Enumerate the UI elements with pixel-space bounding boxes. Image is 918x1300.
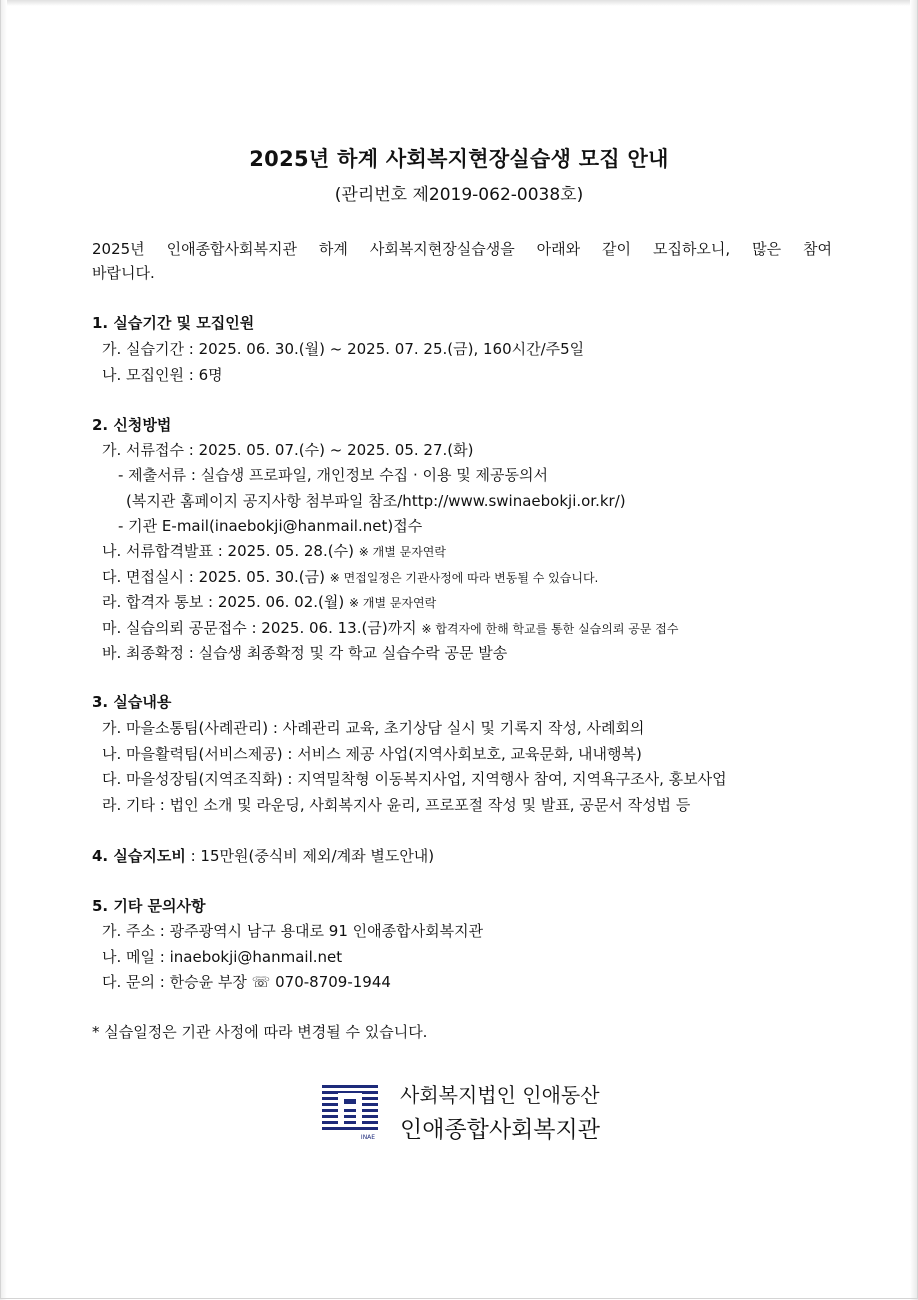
page-shadow-top [0,0,918,6]
intro-line-1: 2025년 인애종합사회복지관 하계 사회복지현장실습생을 아래와 같이 모집하오니, 많은 참여 [92,240,832,258]
footnote: * 실습일정은 기관 사정에 따라 변경될 수 있습니다. [92,1023,428,1041]
section2-heading: 2. 신청방법 [92,416,172,434]
section1-item-count: 나. 모집인원 : 6명 [102,366,223,384]
org-foundation-name: 사회복지법인 인애동산 [400,1083,600,1107]
section3-heading: 3. 실습내용 [92,693,172,711]
page-subtitle: (관리번호 제2019-062-0038호) [334,185,584,205]
section2-interview-text: 다. 면접실시 : 2025. 05. 30.(금) [102,568,325,586]
section4-heading: 4. 실습지도비 [92,847,186,865]
section2-item-docs: 가. 서류접수 : 2025. 05. 07.(수) ~ 2025. 05. 27.(화) [102,441,474,459]
section5-item-email: 나. 메일 : inaebokji@hanmail.net [102,948,343,966]
logo-text: INAE [360,1134,376,1141]
section2-notify-text: 라. 합격자 통보 : 2025. 06. 02.(월) [102,593,345,611]
section2-result-text: 나. 서류합격발표 : 2025. 05. 28.(수) [102,542,354,560]
section2-interview-note: ※ 면접일정은 기관사정에 따라 변동될 수 있습니다. [329,571,599,585]
page-title: 2025년 하계 사회복지현장실습생 모집 안내 [249,147,669,171]
section2-request-text: 마. 실습의뢰 공문접수 : 2025. 06. 13.(금)까지 [102,619,417,637]
section3-item-casemanagement: 가. 마을소통팀(사례관리) : 사례관리 교육, 초기상담 실시 및 기록지 작성, 사례회의 [102,719,645,737]
section2-item-interview [102,566,598,587]
section2-docs-list: - 제출서류 : 실습생 프로파일, 개인정보 수집 · 이용 및 제공동의서 [118,466,548,484]
section2-result-note: ※ 개별 문자연락 [358,545,446,559]
section4-text: : 15만원(중식비 제외/계좌 별도안내) [185,847,435,865]
section5-item-address: 가. 주소 : 광주광역시 남구 용대로 91 인애종합사회복지관 [102,922,484,940]
inae-logo-icon [322,1085,378,1141]
section2-notify-note: ※ 개별 문자연락 [349,596,437,610]
section2-request-note: ※ 합격자에 한해 학교를 통한 실습의뢰 공문 접수 [421,622,679,636]
section2-docs-email: - 기관 E-mail(inaebokji@hanmail.net)접수 [118,517,423,535]
section2-item-result [102,540,446,561]
intro-line-2: 바랍니다. [92,264,155,282]
section3-item-etc: 라. 기타 : 법인 소개 및 라운딩, 사회복지사 윤리, 프로포절 작성 및 발표, 공문서 작성법 등 [102,796,691,814]
section3-item-service: 나. 마을활력팀(서비스제공) : 서비스 제공 사업(지역사회보호, 교육문화, 내내행복) [102,745,642,763]
section4-line [92,845,434,866]
section2-item-notify [102,591,436,612]
section1-item-period: 가. 실습기간 : 2025. 06. 30.(월) ~ 2025. 07. 25.(금), 160시간/주5일 [102,340,585,358]
section3-item-community: 다. 마을성장팀(지역조직화) : 지역밀착형 이동복지사업, 지역행사 참여, 지역욕구조사, 홍보사업 [102,770,727,788]
section5-heading: 5. 기타 문의사항 [92,897,206,915]
section2-item-request [102,617,678,638]
section1-heading: 1. 실습기간 및 모집인원 [92,314,255,332]
org-center-name: 인애종합사회복지관 [400,1117,600,1143]
section2-item-confirm: 바. 최종확정 : 실습생 최종확정 및 각 학교 실습수락 공문 발송 [102,644,508,662]
section5-item-contact: 다. 문의 : 한승윤 부장 ☏ 070-8709-1944 [102,973,391,991]
section2-docs-reference: (복지관 홈페이지 공지사항 첨부파일 참조/http://www.swinaebokji.or.kr/) [126,492,626,510]
